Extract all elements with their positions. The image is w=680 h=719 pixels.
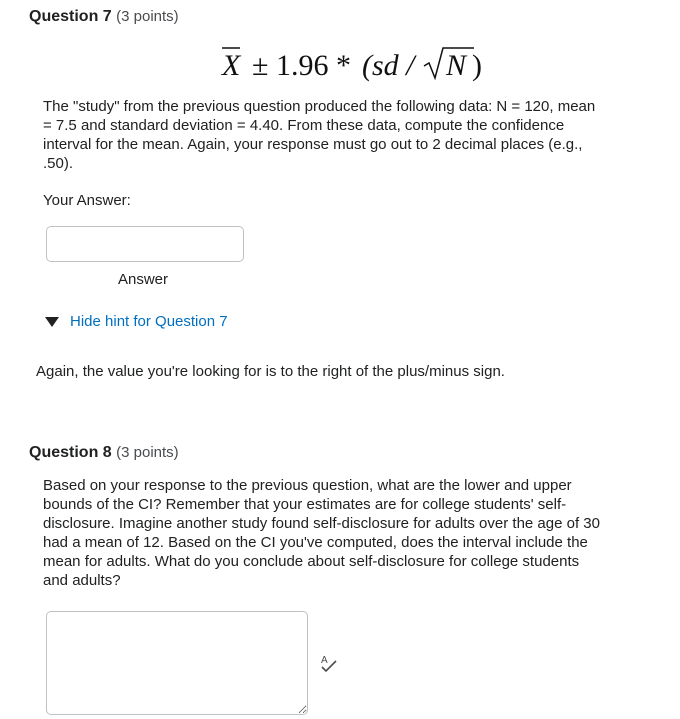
formula-close-paren: ) [472,49,482,82]
question-8-text [43,476,653,590]
hide-hint-toggle[interactable] [45,313,228,330]
formula-xbar: X [222,49,241,82]
essay-answer-textarea[interactable] [46,611,308,715]
svg-text:A: A [321,655,328,666]
question-7-text-line: interval for the mean. Again, your response must go out to 2 decimal places (e.g., [43,136,583,153]
question-8-text-line: and adults? [43,572,121,589]
question-8-heading [29,444,179,462]
question-7-text [43,97,653,173]
your-answer-label: Your Answer: [43,192,131,209]
question-8-number: Question 8 [29,444,112,461]
question-8-text-line: bounds of the CI? Remember that your estimates are for college students' self- [43,496,567,513]
hide-hint-link[interactable]: Hide hint for Question 7 [70,313,228,330]
caret-down-icon [45,316,59,328]
answer-caption: Answer [118,271,169,288]
hint-text: Again, the value you're looking for is to the right of the plus/minus sign. [36,363,505,380]
question-8-text-line: disclosure. Imagine another study found self-disclosure for adults over the age of 30 [43,515,600,532]
formula-pm-196: ± 1.96 * [252,49,351,82]
question-7-heading [29,8,179,26]
question-8-text-line: had a mean of 12. Based on the CI you've computed, does the interval include the [43,534,588,551]
question-8-points: (3 points) [116,444,179,461]
question-8-text-line: mean for adults. What do you conclude about self-disclosure for college students [43,553,580,570]
question-7-text-line: .50). [43,155,74,172]
question-7-number: Question 7 [29,8,112,25]
confidence-interval-formula [0,40,680,84]
formula-sd: (sd / [362,49,415,82]
question-7-text-line: The "study" from the previous question produced the following data: N = 120, mean [43,98,596,115]
question-7-text-line: = 7.5 and standard deviation = 4.40. From these data, compute the confidence [43,117,565,134]
question-7-points: (3 points) [116,8,179,25]
question-8-text-line: Based on your response to the previous question, what are the lower and upper [43,477,572,494]
formula-radicand: N [446,49,467,82]
answer-input[interactable] [46,226,244,262]
spellcheck-icon[interactable] [318,652,340,674]
formula-svg [0,40,680,84]
